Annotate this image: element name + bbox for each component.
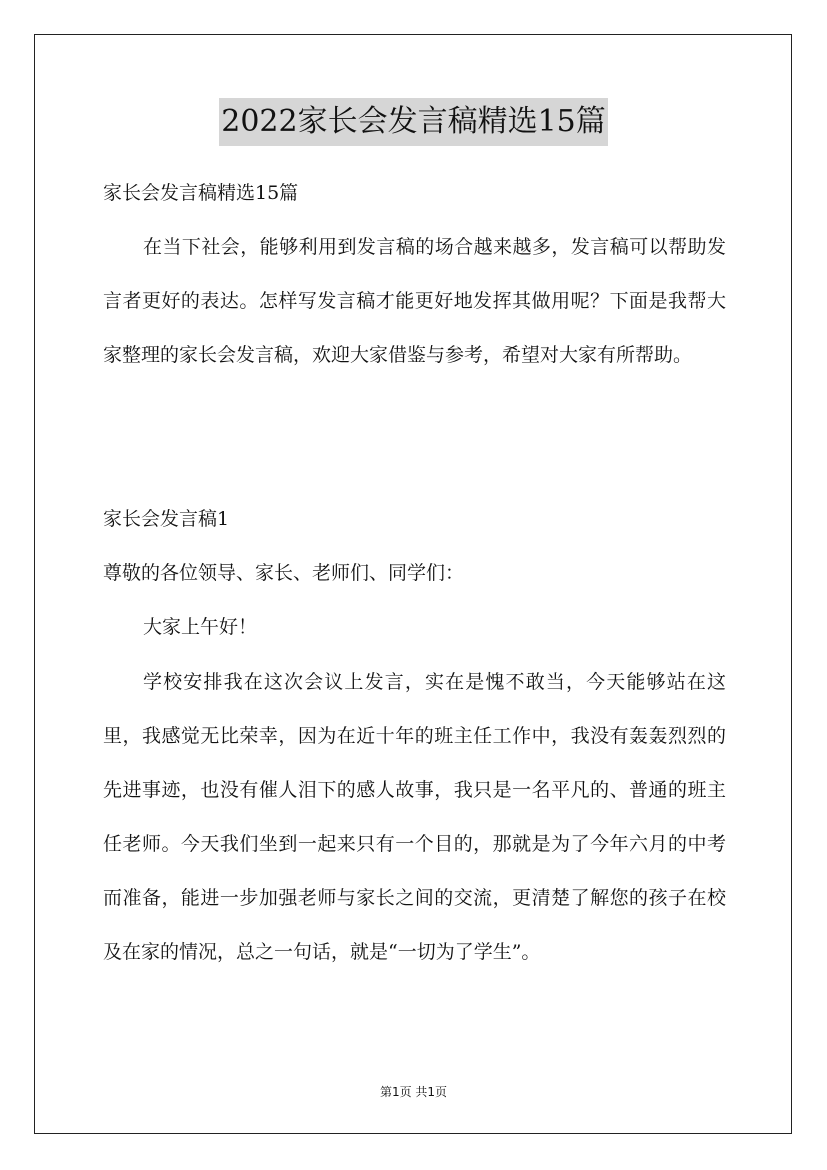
section-heading: 家长会发言稿1: [103, 508, 230, 530]
title-container: [0, 98, 827, 146]
document-title: 2022家长会发言稿精选15篇: [219, 98, 608, 146]
intro-paragraph: 在当下社会，能够利用到发言稿的场合越来越多，发言稿可以帮助发言者更好的表达。怎样写发言稿才能更好地发挥其做用呢？下面是我帮大家整理的家长会发言稿，欢迎大家借鉴与参考，希望对大家有所帮助。: [103, 236, 726, 366]
body-paragraph: 学校安排我在这次会议上发言，实在是愧不敢当，今天能够站在这里，我感觉无比荣幸，因为在近十年的班主任工作中，我没有轰轰烈烈的先进事迹，也没有催人泪下的感人故事，我只是一名平凡的、普通的班主任老师。今天我们坐到一起来只有一个目的，那就是为了今年六月的中考而准备，能进一步加强老师与家长之间的交流，更清楚了解您的孩子在校及在家的情况，总之一句话，就是“一切为了学生”。: [103, 671, 726, 963]
document-subtitle: 家长会发言稿精选15篇: [103, 182, 299, 204]
greeting: 大家上午好！: [143, 616, 258, 638]
salutation: 尊敬的各位领导、家长、老师们、同学们：: [103, 562, 465, 584]
page-footer: 第1页 共1页: [379, 1085, 448, 1099]
